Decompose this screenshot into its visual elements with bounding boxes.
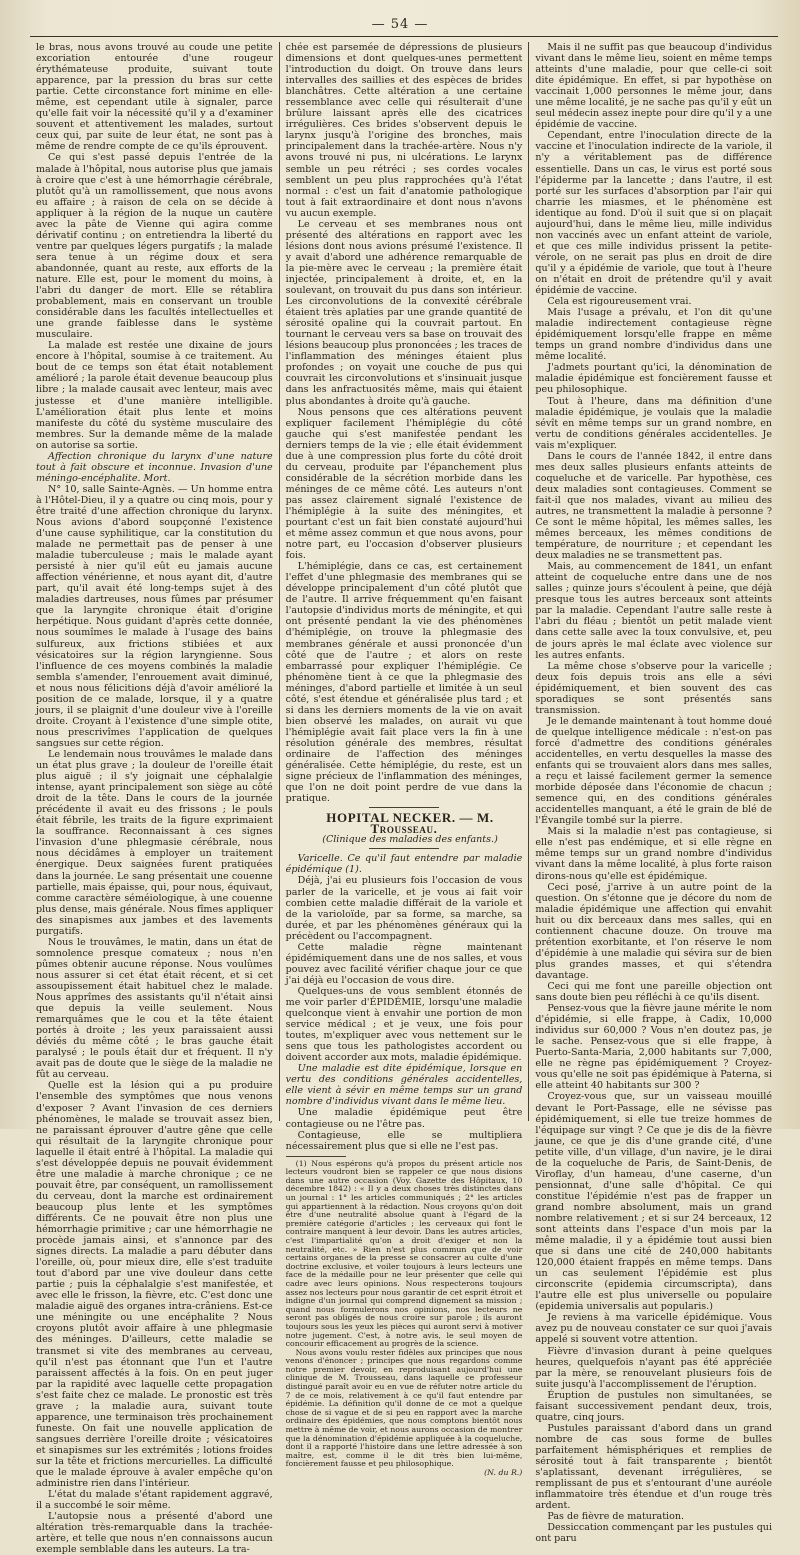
paragraph: Je reviens à ma varicelle épidémique. Vous avez pu de nouveau constater ce sur quoi j'avais appelé si souvent votre attention. xyxy=(535,1312,773,1346)
footnote-paragraph: (1) Nous espérons qu'à propos du présent article nos lecteurs voudront bien se rappeler ce que nous disions dans une autre occasion (Voy. Gazette des Hôpitaux, 10 décembre 1842) : « Il y a deux choses très distinctes dans un journal : 1° les articles communiqués ; 2° les articles qui appartiennent à la rédaction. Nous croyons qu'on doit être d'une neutralité absolue quant à l'égard de la première catégorie d'articles ; les cerveaux qui font le contraire manquent à leur devoir. Dans les autres articles, c'est l'impartialité qu'on a droit d'exiger et non la neutralité, etc. » Rien n'est plus commun que de voir certains organes de la presse se consacrer au culte d'une doctrine exclusive, et voiler toujours à leurs lecteurs une face de la médaille pour ne leur présenter que celle qui cadre avec leurs opinions. Nous respecterons toujours assez nos lecteurs pour nous garantir de cet esprit étroit et indigne d'un journal qui comprend dignement sa mission ; quand nous formulerons nos opinions, nos lecteurs ne seront pas obligés de nous croire sur parole ; ils auront toujours sous les yeux les pièces qui auront servi à motiver notre jugement. C'est, à notre avis, le seul moyen de concourir efficacement au progrès de la science. xyxy=(285,1158,523,1349)
column-2 xyxy=(279,42,529,1478)
paragraph: Pensez-vous que la fièvre jaune mérite le nom d'épidémie, si elle frappe, à Cadix, 10,000 individus sur 60,000 ? Vous n'en doutez pas, je le sache. Pensez-vous que si elle frappe, à Puerto-Santa-Maria, 2,000 habitants sur 7,000, elle ne règne pas épidémiquement ? Croyez-vous qu'elle ne soit pas épidémique à Paterna, si elle atteint 40 habitants sur 300 ? xyxy=(535,1003,773,1092)
case-heading: Affection chronique du larynx d'une nature tout à fait obscure et inconnue. Invasion d'une méningo-encéphalite. Mort. xyxy=(36,450,273,484)
paragraph: Éruption de pustules non simultanées, se faisant successivement pendant deux, trois, quatre, cinq jours. xyxy=(535,1389,773,1423)
paragraph: Ce qui s'est passé depuis l'entrée de la malade à l'hôpital, nous autorise plus que jamais à croire que c'est à une hémorrhagie cérébrale, plutôt qu'à un ramollissement, que nous avons eu affaire ; à raison de cela on se décide à appliquer à la région de la nuque un cautère avec la pâte de Vienne qui agira comme dérivatif continu ; on entretiendra la liberté du ventre par quelques légers purgatifs ; la malade sera tenue à un régime doux et sera abandonnée, quant au reste, aux efforts de la nature. Elle est, pour le moment du moins, à l'abri du danger de mort. Elle se rétablira probablement, mais en conservant un trouble considérable dans les facultés intellectuelles et une grande faiblesse dans le système musculaire. xyxy=(36,152,273,341)
section-divider xyxy=(369,848,439,849)
paragraph: L'autopsie nous a présenté d'abord une altération très-remarquable dans la trachée-artère, et telle que nous n'en connaissons aucun exemple semblable dans les auteurs. La tra- xyxy=(36,1511,273,1555)
paragraph: La même chose s'observe pour la varicelle ; deux fois depuis trois ans elle a sévi épidémiquement, et bien souvent des cas sporadiques se sont présentés sans transmission. xyxy=(535,660,773,716)
footnote xyxy=(286,1156,523,1478)
paragraph: Mais il ne suffit pas que beaucoup d'individus vivant dans le même lieu, soient en même temps atteints d'une maladie, pour que celle-ci soit dite épidémique. En effet, si par hypothèse on vaccinait 1,000 personnes le même jour, dans une même localité, je ne sache pas qu'il y eût un seul médecin assez inepte pour dire qu'il y a une épidémie de vaccine. xyxy=(535,42,773,131)
paragraph: Tout à l'heure, dans ma définition d'une maladie épidémique, je voulais que la maladie sévît en même temps sur un grand nombre, en vertu de conditions générales accidentelles. Je vais m'expliquer. xyxy=(535,395,773,451)
paragraph: Dans le cours de l'année 1842, il entre dans mes deux salles plusieurs enfants atteints de coqueluche et de varicelle. Par hypothèse, ces deux maladies sont contagieuses. Comment se fait-il que nos malades, vivant au milieu des autres, ne transmettent la maladie à personne ? Ce sont le même hôpital, les mêmes salles, les mêmes berceaux, les mêmes conditions de température, de nourriture ; et cependant les deux maladies ne se transmettent pas. xyxy=(535,450,773,562)
paragraph: Fièvre d'invasion durant à peine quelques heures, quelquefois n'ayant pas été appréciée par la mère, se renouvelant plusieurs fois de suite jusqu'à l'accomplissement de l'éruption. xyxy=(535,1345,773,1390)
paragraph: La malade est restée une dixaine de jours encore à l'hôpital, soumise à ce traitement. Au bout de ce temps son état était notablement amélioré ; la parole était devenue beaucoup plus libre ; la malade causait avec lenteur, mais avec justesse et d'une manière intelligible. L'amélioration était plus lente et moins manifeste du côté du système musculaire des membres. Sur la demande même de la malade on autorise sa sortie. xyxy=(36,340,273,451)
paragraph: J'admets pourtant qu'ici, la dénomination de maladie épidémique est foncièrement fausse et peu philosophique. xyxy=(535,362,773,396)
paragraph: Le lendemain nous trouvâmes le malade dans un état plus grave ; la douleur de l'oreille était plus aiguë ; il s'y joignait une céphalalgie intense, ayant principalement son siège au côté droit de la tête. Dans le cours de la journée précédente il avait eu des frissons ; le pouls était fébrile, les traits de la figure exprimaient la souffrance. Reconnaissant à ces signes l'invasion d'une phlegmasie cérébrale, nous nous décidâmes à employer un traitement énergique. Deux saignées furent pratiquées dans la journée. Le sang présentait une couenne partielle, mais épaisse, qui, pour nous, équivaut, comme caractère séméiologique, à une couenne plus dense, mais générale. Nous fîmes appliquer des sinapismes aux jambes et des lavements purgatifs. xyxy=(36,749,273,937)
paragraph: Dessiccation commençant par les pustules qui ont paru xyxy=(535,1522,773,1545)
section-title xyxy=(286,810,523,837)
section-divider xyxy=(369,807,439,808)
paragraph: Pustules paraissant d'abord dans un grand nombre de cas sous forme de bulles parfaitement hémisphériques et remplies de sérosité tout à fait transparente ; bientôt s'aplatissant, devenant irrégulières, se remplissant de pus et s'entourant d'une auréole inflammatoire très étendue et d'un rouge très ardent. xyxy=(535,1422,773,1512)
paragraph: Cette maladie règne maintenant épidémiquement dans une de nos salles, et vous pouvez avec facilité vérifier chaque jour ce que j'ai déjà eu l'occasion de vous dire. xyxy=(285,941,523,986)
footnote-signature: (N. du R.) xyxy=(484,1468,523,1478)
section-subtitle: (Clinique des maladies des enfants.) xyxy=(322,834,498,846)
paragraph: Pas de fièvre de maturation. xyxy=(547,1511,685,1523)
paragraph: Le cerveau et ses membranes nous ont présenté des altérations en rapport avec les lésions dont nous avions présumé l'existence. Il y avait d'abord une adhérence remarquable de la pie-mère avec le cerveau ; la première était injectée, principalement à droite, et, en la soulevant, on trouvait du pus dans son intérieur. Les circonvolutions de la convexité cérébrale étaient très aplaties par une grande quantité de sérosité opaline qui la couvrait partout. En tournant le cerveau vers sa base on trouvait des lésions beaucoup plus prononcées ; les traces de l'inflammation des méninges étaient plus profondes ; on voyait une couche de pus qui couvrait les circonvolutions et s'insinuait jusque dans les anfractuosités même, mais qui étaient plus abondantes à droite qu'à gauche. xyxy=(285,218,523,407)
footnote-paragraph: Nous avons voulu rester fidèles aux principes que nous venons d'énoncer ; principes que nous regardons comme notre premier devoir, en reproduisant aujourd'hui une clinique de M. Trousseau, dans laquelle ce professeur distingué paraît avoir eu en vue de réfuter notre article du 7 de ce mois, relativement à ce qu'il faut entendre par épidémie. La définition qu'il donne de ce mot a quelque chose de si vague et de si peu en rapport avec la marche ordinaire des épidémies, que nous comptons bientôt nous mettre à même de voir, et nous aurons occasion de montrer que la dénomination d'épidémie appliquée à la coqueluche, dont il a rapporté l'histoire dans une lettre adressée à son maître, est, comme il le dit très bien lui-même, foncièrement fausse et peu philosophique. xyxy=(285,1347,523,1469)
paragraph: Quelle est la lésion qui a pu produire l'ensemble des symptômes que nous venons d'exposer ? Avant l'invasion de ces derniers phénomènes, le malade se trouvait assez bien, ne paraissant éprouver d'autre gêne que celle qui résultait de la laryngite chronique pour laquelle il était entré à l'hôpital. La maladie qui s'est développée depuis ne pouvait évidemment être une maladie à marche chronique ; ce ne pouvait être, par conséquent, un ramollissement du cerveau, dont la marche est ordinairement beaucoup plus lente et les symptômes différents. Ce ne pouvait être non plus une hémorrhagie primitive ; car une hémorrhagie ne procède jamais ainsi, et s'annonce par des signes directs. La maladie a paru débuter dans l'oreille, où, pour mieux dire, elle s'est traduite tout d'abord par une vive douleur dans cette partie ; puis la céphalalgie s'est manifestée, et avec elle le frisson, la fièvre, etc. C'est donc une maladie aiguë des organes intra-crâniens. Est-ce une méningite ou une encéphalite ? Nous croyons plutôt avoir affaire à une phlegmasie des méninges. D'ailleurs, cette maladie se transmet si vite des membranes au cerveau, qu'il n'est pas étonnant que l'un et l'autre paraissent affectés à la fois. On en peut juger par la rapidité avec laquelle cette propagation s'est faite chez ce malade. Le pronostic est très grave ; la maladie aura, suivant toute apparence, une terminaison très prochainement funeste. On fait une nouvelle application de sangsues derrière l'oreille droite ; vésicatoires et sinapismes sur les extrémités ; lotions froides sur la tête et frictions mercurielles. La difficulté que le malade éprouve à avaler empêche qu'on administre rien dans l'intérieur. xyxy=(36,1080,273,1490)
paragraph: L'état du malade s'étant rapidement aggravé, il a succombé le soir même. xyxy=(36,1489,273,1512)
paragraph: Je le demande maintenant à tout homme doué de quelque intelligence médicale : n'est-on pas forcé d'admettre des conditions générales accidentelles, en vertu desquelles la masse des enfants qui se trouvaient alors dans mes salles, a reçu et laissé facilement germer la semence morbide déposée dans l'économie de chacun ; semence qui, en des conditions générales accidentelles manquant, a été le grain de blé de l'Évangile tombé sur la pierre. xyxy=(535,715,773,827)
paragraph: Nous le trouvâmes, le matin, dans un état de somnolence presque comateux ; nous n'en pûmes obtenir aucune réponse. Nous voulûmes nous assurer si cet état était récent, et si cet assoupissement était habituel chez le malade. Nous apprîmes des assistants qu'il n'était ainsi que depuis la veille seulement. Nous remarquâmes que le cou et la tête étaient portés à droite ; les yeux paraissaient aussi déviés du même côté ; le bras gauche était paralysé ; le pouls était dur et fréquent. Il n'y avait pas de doute que le siège de la maladie ne fût au cerveau. xyxy=(36,936,273,1081)
header-rule xyxy=(30,36,778,37)
paragraph: Mais si la maladie n'est pas contagieuse, si elle n'est pas endémique, et si elle règne en même temps sur un grand nombre d'individus vivant dans la même localité, à plus forte raison dirons-nous qu'elle est épidémique. xyxy=(535,826,773,882)
column-3 xyxy=(528,42,778,1545)
article-title: Varicelle. Ce qu'il faut entendre par maladie épidémique (1). xyxy=(285,853,523,876)
paragraph: Nous pensons que ces altérations peuvent expliquer facilement l'hémiplégie du côté gauche qui s'est manifestée pendant les derniers temps de la vie ; elle était évidemment due à une compression plus forte du côté droit du cerveau, produite par l'épanchement plus considérable de la sécrétion morbide dans les méninges de ce même côté. Les auteurs n'ont pas assez clairement signalé l'existence de l'hémiplégie à la suite des méningites, et pourtant c'est un fait bien constaté aujourd'hui et même assez commun et que nous avons, pour notre part, eu l'occasion d'observer plusieurs fois. xyxy=(285,406,523,562)
paragraph: Mais, au commencement de 1841, un enfant atteint de coqueluche entre dans une de nos salles ; quinze jours s'écoulent à peine, que déjà presque tous les autres berceaux sont atteints par la maladie. Cependant l'autre salle reste à l'abri du fléau ; bientôt un petit malade vient dans cette salle avec la toux convulsive, et, peu de jours après le mal éclate avec violence sur les autres enfants. xyxy=(535,561,773,661)
paragraph: Une maladie épidémique peut être contagieuse ou ne l'être pas. xyxy=(285,1107,523,1130)
paragraph: Croyez-vous que, sur un vaisseau mouillé devant le Port-Passage, elle ne sévisse pas épidémiquement, si elle tue treize hommes de l'équipage sur vingt ? Ce que je dis de la fièvre jaune, ce que je dis d'une grande cité, d'une petite ville, d'un village, d'un navire, je le dirai de la coqueluche de Paris, de Saint-Denis, de Viroflay, d'un hameau, d'une caserne, d'un pensionnat, d'une salle d'hôpital. Ce qui constitue l'épidémie n'est pas de frapper un grand nombre absolument, mais un grand nombre relativement ; et si sur 24 berceaux, 12 sont atteints dans l'espace d'un mois par la même maladie, il y a épidémie tout aussi bien que si dans une cité de 240,000 habitants 120,000 étaient frappés en même temps. Dans un cas seulement l'épidémie est plus circonscrite (epidemia circumscripta), dans l'autre elle est plus universelle ou populaire (epidemia universalis aut popularis.) xyxy=(535,1091,773,1313)
paragraph: Ceci posé, j'arrive à un autre point de la question. On s'étonne que je décore du nom de maladie épidémique une affection qui envahit huit ou dix berceaux dans mes salles, qui en contiennent chacune douze. On trouve ma prétention exorbitante, et l'on réserve le nom d'épidémie à une maladie qui sévira sur de bien plus grandes masses, et qui s'étendra davantage. xyxy=(535,881,773,981)
paragraph: Une maladie est dite épidémique, lorsque en vertu des conditions générales accidentelles, elle vient à sévir en même temps sur un grand nombre d'individus vivant dans le même lieu. xyxy=(285,1063,523,1108)
hospital-name: HOPITAL NECKER. — M. xyxy=(326,810,494,826)
footnote-rule xyxy=(286,1156,346,1157)
paragraph: Cependant, entre l'inoculation directe de la vaccine et l'inoculation indirecte de la variole, il n'y a véritablement pas de différence essentielle. Dans un cas, le virus est porté sous l'épiderme par la lancette ; dans l'autre, il est porté sur les surfaces d'absorption par l'air qui charrie les miasmes, et le phénomène est identique au fond. D'où il suit que si on plaçait aujourd'hui, dans le même lieu, mille individus non vaccinés avec un enfant atteint de variole, et que ces mille individus prissent la petite-vérole, on ne serait pas plus en droit de dire qu'il y a épidémie de variole, que tout à l'heure on n'était en droit de prétendre qu'il y avait épidémie de vaccine. xyxy=(535,130,773,297)
paragraph: N° 10, salle Sainte-Agnès. — Un homme entra à l'Hôtel-Dieu, il y a quatre ou cinq mois, pour y être traité d'une affection chronique du larynx. Nous avions d'abord soupçonné l'existence d'une cause syphilitique, car la constitution du malade ne permettait pas de penser à une maladie tuberculeuse ; mais le malade ayant persisté à nier qu'il eût eu jamais aucune affection vénérienne, et nous ayant dit, d'autre part, qu'il avait été long-temps sujet à des maladies dartreuses, nous fûmes par présumer que la laryngite chronique était d'origine herpétique. Nous guidant d'après cette donnée, nous soumîmes le malade à l'usage des bains sulfureux, aux frictions stibiées et aux vésicatoires sur la région laryngienne. Sous l'influence de ces moyens combinés la maladie sembla s'amender, l'enrouement avait diminué, et nous nous félicitions déjà d'avoir amélioré la position de ce malade, lorsque, il y a quatre jours, il se plaignit d'une douleur vive à l'oreille droite. Croyant à l'existence d'une simple otite, nous prescrivîmes l'application de quelques sangsues sur cette région. xyxy=(36,483,273,749)
paragraph: Cela est rigoureusement vrai. xyxy=(547,296,692,308)
doctor-name: Trousseau. xyxy=(370,821,438,837)
page-number: — 54 — xyxy=(371,17,429,32)
column-1 xyxy=(30,42,279,1555)
paragraph: Quelques-uns de vous semblent étonnés de me voir parler d'ÉPIDÉMIE, lorsqu'une maladie quelconque vient à envahir une portion de mon service médical ; et je veux, une fois pour toutes, m'expliquer avec vous nettement sur le sens que tous les pathologistes accordent ou doivent accorder aux mots, maladie épidémique. xyxy=(285,985,523,1064)
paragraph: Déjà, j'ai eu plusieurs fois l'occasion de vous parler de la varicelle, et je vous ai fait voir combien cette maladie différait de la variole et de la varioloïde, par sa forme, sa marche, sa durée, et par les phénomènes généraux qui la précèdent ou l'accompagnent. xyxy=(285,875,523,942)
paragraph: chée est parsemée de dépressions de plusieurs dimensions et dont quelques-unes permettent l'introduction du doigt. On trouve dans leurs intervalles des saillies et des espèces de brides blanchâtres. Cette altération a une certaine ressemblance avec celle qui résulterait d'une brûlure laissant après elle des cicatrices irrégulières. Ces brides s'observent depuis le larynx jusqu'à l'origine des bronches, mais principalement dans la trachée-artère. Nous n'y avons trouvé ni pus, ni ulcérations. Le larynx semble un peu rétréci ; ses cordes vocales semblent un peu plus rapprochées qu'à l'état normal : c'est un fait d'anatomie pathologique tout à fait extraordinaire et dont nous n'avons vu aucun exemple. xyxy=(285,42,523,219)
paragraph: Mais l'usage a prévalu, et l'on dit qu'une maladie indirectement contagieuse règne épidémiquement lorsqu'elle frappe en même temps un grand nombre d'individus dans une même localité. xyxy=(535,307,773,363)
paragraph: Ceci qui me font une pareille objection ont sans doute bien peu réfléchi à ce qu'ils disent. xyxy=(535,980,773,1004)
paragraph: L'hémiplégie, dans ce cas, est certainement l'effet d'une phlegmasie des membranes qui se développe principalement d'un côté plutôt que de l'autre. Il arrive fréquemment qu'en faisant l'autopsie d'individus morts de méningite, et qui ont présenté pendant la vie des phénomènes d'hémiplégie, on trouve la phlegmasie des membranes générale et aussi prononcée d'un côté que de l'autre ; et alors on reste embarrassé pour expliquer l'hémiplégie. Ce phénomène tient à ce que la phlegmasie des méninges, d'abord partielle et limitée à un seul côté, s'est étendue et généralisée plus tard ; et si dans les derniers moments de la vie on avait bien observé les malades, on aurait vu que l'hémiplégie avait fait place vers la fin à une résolution générale des membres, résultat ordinaire de l'affection des méninges généralisée. Cette hémiplégie, du reste, est un signe précieux de l'inflammation des méninges, que l'on ne doit point perdre de vue dans la pratique. xyxy=(285,561,523,805)
paragraph: le bras, nous avons trouvé au coude une petite excoriation entourée d'une rougeur érythémateuse produite, suivant toute apparence, par la pression du bras sur cette partie. Cette circonstance fort minime en elle-même, est cependant utile à signaler, parce qu'elle fait voir la nécessité qu'il y a d'examiner souvent et attentivement les malades, surtout ceux qui, par suite de leur état, ne sont pas à même de rendre compte de ce qu'ils éprouvent. xyxy=(36,42,273,153)
article-columns xyxy=(30,42,778,1555)
paragraph: Contagieuse, elle se multipliera nécessairement plus que si elle ne l'est pas. xyxy=(285,1129,523,1152)
